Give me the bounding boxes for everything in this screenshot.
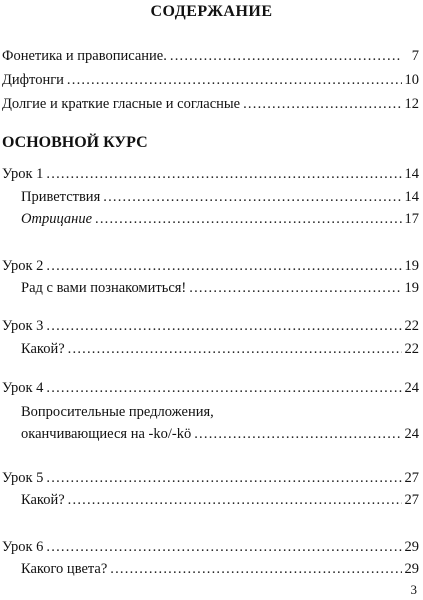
toc-entry-label: Какой? xyxy=(21,492,65,508)
toc-title: СОДЕРЖАНИЕ xyxy=(150,3,273,20)
toc-subentry-questions-ko[interactable] xyxy=(21,425,419,443)
toc-entry-page: 17 xyxy=(404,211,419,227)
toc-entry-page: 19 xyxy=(404,280,419,296)
toc-subentry-what-color[interactable] xyxy=(21,560,419,578)
toc-entry-label: Урок 5 xyxy=(2,470,44,486)
toc-subentry-which-1[interactable] xyxy=(21,340,419,358)
toc-entry-label: Урок 4 xyxy=(2,380,44,396)
toc-entry-page: 14 xyxy=(404,189,419,205)
toc-entry-page: 22 xyxy=(404,341,419,357)
dot-leader xyxy=(67,71,402,89)
dot-leader xyxy=(46,379,401,397)
toc-entry-label: Какого цвета? xyxy=(21,561,108,577)
dot-leader xyxy=(46,257,401,275)
toc-entry-page: 27 xyxy=(404,470,419,486)
section-heading-main-course: ОСНОВНОЙ КУРС xyxy=(2,134,148,151)
toc-entry-label: Рад с вами познакомиться! xyxy=(21,280,187,296)
toc-entry-page: 19 xyxy=(404,258,419,274)
toc-subentry-greetings[interactable] xyxy=(21,188,419,206)
toc-entry-page: 14 xyxy=(404,166,419,182)
dot-leader xyxy=(194,425,401,443)
toc-entry-label: оканчивающиеся на -ko/-kö xyxy=(21,426,192,442)
dot-leader xyxy=(243,95,401,113)
dot-leader xyxy=(189,279,401,297)
toc-entry-page: 24 xyxy=(404,426,419,442)
dot-leader xyxy=(103,188,401,206)
toc-entry-long-short[interactable] xyxy=(2,95,419,113)
toc-entry-lesson-5[interactable] xyxy=(2,469,419,487)
toc-entry-label: Приветствия xyxy=(21,189,101,205)
toc-entry-label: Долгие и краткие гласные и согласные xyxy=(2,96,241,112)
toc-entry-page: 27 xyxy=(404,492,419,508)
toc-subentry-which-2[interactable] xyxy=(21,491,419,509)
toc-entry-label: Урок 6 xyxy=(2,539,44,555)
toc-entry-label: Какой? xyxy=(21,341,65,357)
toc-entry-label: Фонетика и правописание. xyxy=(2,48,167,64)
toc-entry-label: Урок 3 xyxy=(2,318,44,334)
dot-leader xyxy=(95,210,402,228)
toc-entry-page: 7 xyxy=(411,48,419,64)
toc-entry-diphthongs[interactable] xyxy=(2,71,419,89)
dot-leader xyxy=(46,317,401,335)
toc-subentry-negation[interactable] xyxy=(21,210,419,228)
toc-entry-page: 22 xyxy=(404,318,419,334)
dot-leader xyxy=(46,538,401,556)
toc-entry-page: 10 xyxy=(404,72,419,88)
toc-entry-page: 29 xyxy=(404,561,419,577)
dot-leader xyxy=(46,469,401,487)
toc-entry-label: Отрицание xyxy=(21,211,92,227)
toc-entry-lesson-6[interactable] xyxy=(2,538,419,556)
toc-entry-lesson-1[interactable] xyxy=(2,165,419,183)
dot-leader xyxy=(68,491,402,509)
dot-leader xyxy=(46,165,401,183)
dot-leader xyxy=(110,560,401,578)
toc-entry-lesson-4[interactable] xyxy=(2,379,419,397)
toc-entry-lesson-3[interactable] xyxy=(2,317,419,335)
toc-subentry-questions-line1: Вопросительные предложения, xyxy=(21,404,214,420)
dot-leader xyxy=(170,47,402,65)
page-number: 3 xyxy=(410,582,417,597)
toc-entry-page: 12 xyxy=(404,96,419,112)
toc-entry-label: Дифтонги xyxy=(2,72,64,88)
dot-leader xyxy=(68,340,402,358)
toc-entry-label: Урок 1 xyxy=(2,166,44,182)
toc-entry-phonetics[interactable] xyxy=(2,47,419,65)
toc-entry-page: 24 xyxy=(404,380,419,396)
toc-entry-page: 29 xyxy=(404,539,419,555)
toc-entry-lesson-2[interactable] xyxy=(2,257,419,275)
toc-entry-label: Урок 2 xyxy=(2,258,44,274)
toc-subentry-nice-to-meet[interactable] xyxy=(21,279,419,297)
